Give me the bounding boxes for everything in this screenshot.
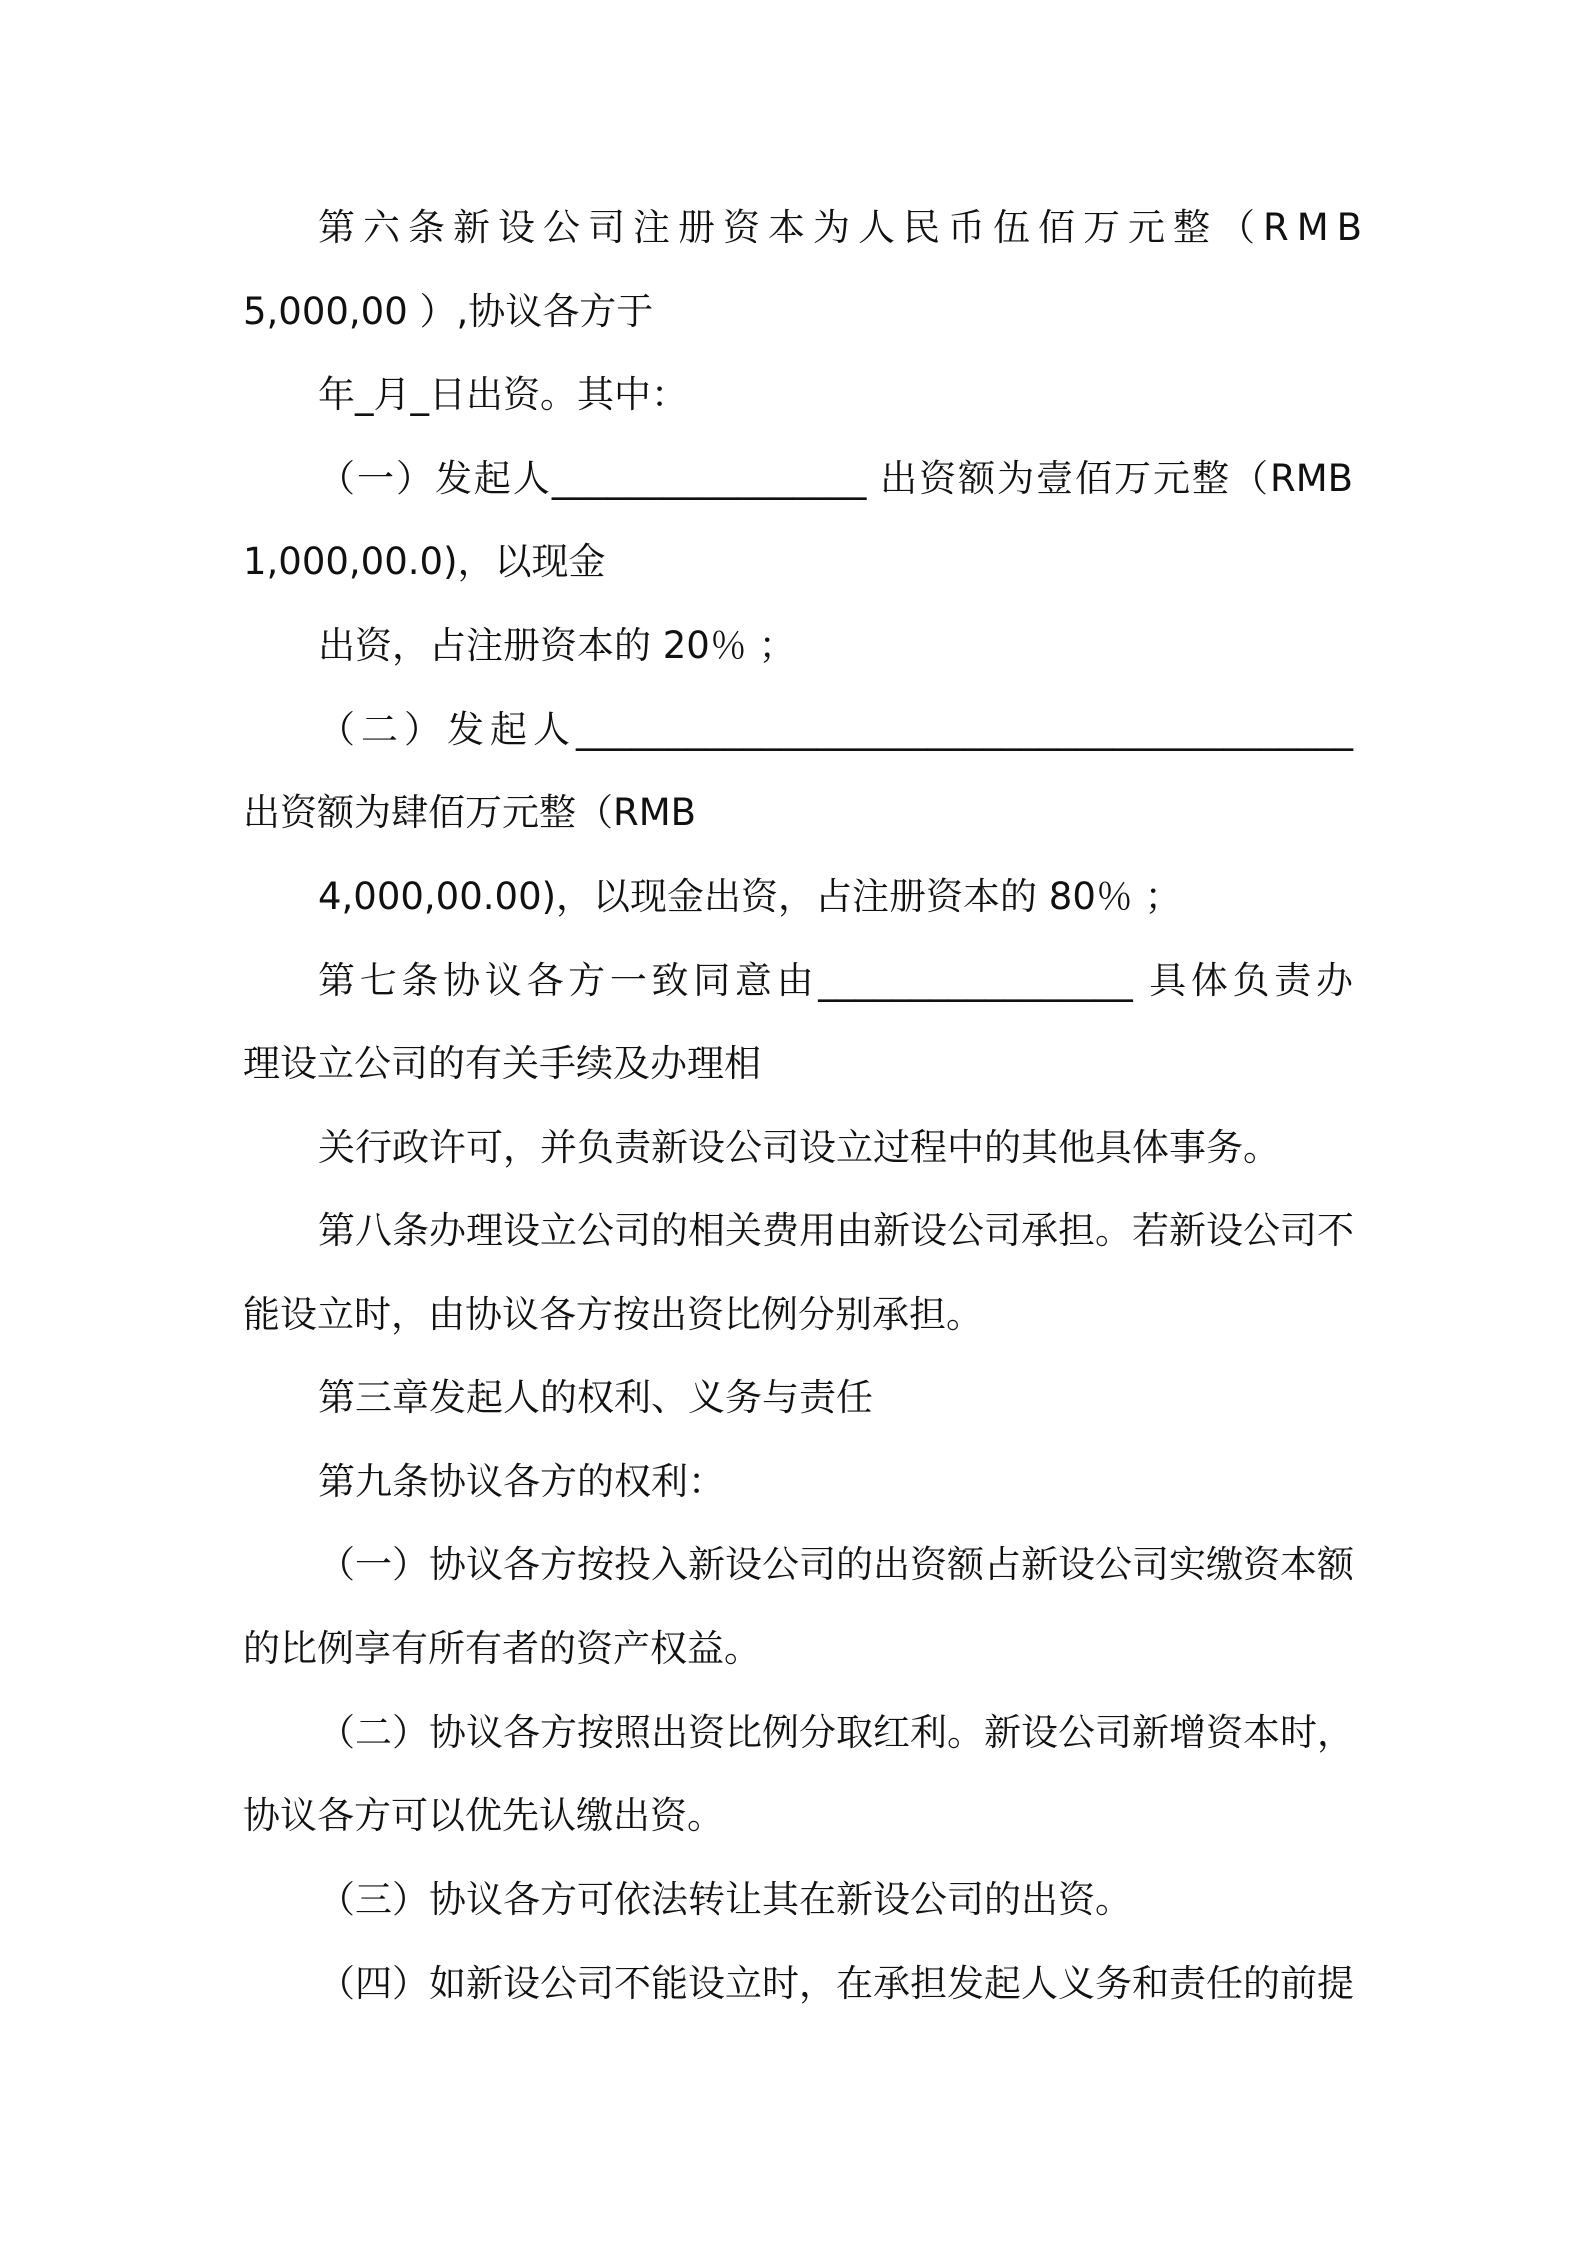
paragraph-line: 出资额为肆佰万元整（RMB xyxy=(243,791,697,834)
paragraph-line: （四）如新设公司不能设立时，在承担发起人义务和责任的前提 xyxy=(318,1962,1354,2005)
paragraph-line: 4,000,00.00)，以现金出资，占注册资本的 80％ ； xyxy=(318,875,1182,918)
paragraph-line: 1,000,00.0)，以现金 xyxy=(243,540,606,583)
paragraph-line: 第七条协议各方一致同意由_________________ 具体负责办 xyxy=(318,959,1353,1002)
paragraph-line: （二）发起人__________________________________________ xyxy=(318,708,1353,751)
paragraph-line: 出资，占注册资本的 20％ ； xyxy=(318,624,796,667)
paragraph-line: （三）协议各方可依法转让其在新设公司的出资。 xyxy=(318,1878,1132,1921)
paragraph-line: 年_月_日出资。其中： xyxy=(318,373,688,416)
paragraph-line: 协议各方可以优先认缴出资。 xyxy=(243,1794,724,1837)
paragraph-line: （一）协议各方按投入新设公司的出资额占新设公司实缴资本额 xyxy=(318,1543,1354,1586)
paragraph-line: 的比例享有所有者的资产权益。 xyxy=(243,1627,761,1670)
paragraph-line: （一）发起人_________________ 出资额为壹佰万元整（RMB xyxy=(318,457,1353,500)
chapter-heading: 第三章发起人的权利、义务与责任 xyxy=(318,1376,873,1419)
paragraph-line: 第六条新设公司注册资本为人民币伍佰万元整（RMB xyxy=(318,206,1371,249)
paragraph-line: 5,000,00 ）,协议各方于 xyxy=(243,290,654,333)
article-heading: 第九条协议各方的权利： xyxy=(318,1460,725,1503)
paragraph-line: （二）协议各方按照出资比例分取红利。新设公司新增资本时， xyxy=(318,1711,1354,1754)
paragraph-line: 理设立公司的有关手续及办理相 xyxy=(243,1042,761,1085)
paragraph-line: 能设立时，由协议各方按出资比例分别承担。 xyxy=(243,1293,983,1336)
paragraph-line: 第八条办理设立公司的相关费用由新设公司承担。若新设公司不 xyxy=(318,1209,1354,1252)
paragraph-line: 关行政许可，并负责新设公司设立过程中的其他具体事务。 xyxy=(318,1126,1280,1169)
